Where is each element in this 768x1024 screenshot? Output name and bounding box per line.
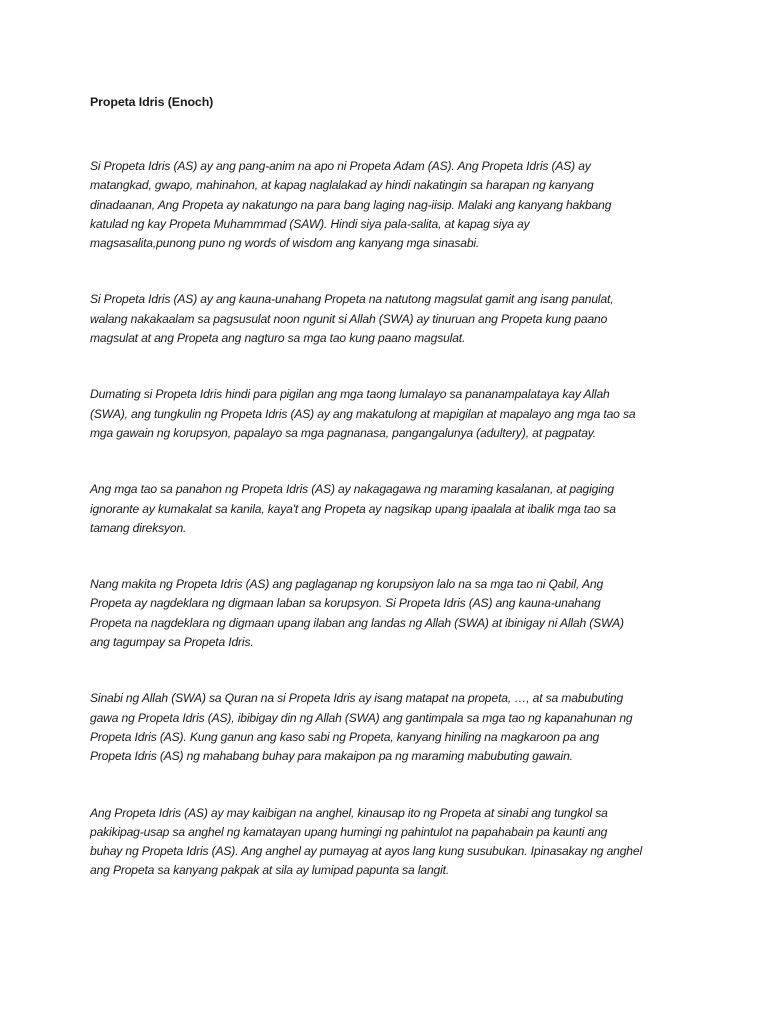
document-page	[90, 93, 690, 918]
paragraph-line: magsulat at ang Propeta ang nagturo sa mga tao kung paano magsulat.	[90, 331, 466, 346]
paragraph-line: Si Propeta Idris (AS) ay ang kauna-unahang Propeta na natutong magsulat gamit ang isang panulat,	[90, 292, 614, 307]
paragraph-line: Si Propeta Idris (AS) ay ang pang-anim na apo ni Propeta Adam (AS). Ang Propeta Idris (AS) ay	[90, 159, 591, 173]
paragraph-line: Sinabi ng Allah (SWA) sa Quran na si Propeta Idris ay isang matapat na propeta, …, at sa mabubuting	[90, 691, 624, 706]
paragraph-4	[90, 480, 690, 538]
paragraph-line: magsasalita,punong puno ng words of wisdom ang kanyang mga sinasabi.	[90, 236, 480, 251]
paragraph-3	[90, 385, 690, 443]
paragraph-line: Ang mga tao sa panahon ng Propeta Idris (AS) ay nakagagawa ng maraming kasalanan, at pagiging	[90, 482, 614, 497]
paragraph-6	[90, 689, 690, 766]
paragraph-line: matangkad, gwapo, mahinahon, at kapag naglalakad ay hindi nakatingin sa harapan ng kanyang	[90, 178, 594, 193]
paragraph-line: ang Propeta sa kanyang pakpak at sila ay lumipad papunta sa langit.	[90, 863, 450, 878]
paragraph-line: dinadaanan, Ang Propeta ay nakatungo na para bang laging nag-iisip. Malaki ang kanyang hakbang	[90, 197, 612, 212]
paragraph-line: ignorante ay kumakalat sa kanila, kaya't ang Propeta ay nagsikap upang ipaalala at ibalik mga tao sa	[90, 501, 616, 516]
paragraph-line: (SWA), ang tungkulin ng Propeta Idris (AS) ay ang makatulong at mapigilan at mapalayo ang mga tao sa	[90, 406, 636, 421]
paragraph-line: buhay ng Propeta Idris (AS). Ang anghel ay pumayag at ayos lang kung susubukan. Ipinasakay ng anghel	[90, 844, 642, 859]
paragraph-2	[90, 290, 690, 348]
paragraph-line: katulad ng kay Propeta Muhammmad (SAW). Hindi siya pala-salita, at kapag siya ay	[90, 216, 530, 231]
paragraph-line: mga gawain ng korupsyon, papalayo sa mga pagnanasa, pangangalunya (adultery), at pagpatay.	[90, 425, 596, 440]
paragraph-7	[90, 804, 690, 881]
paragraph-line: walang nakakaalam sa pagsusulat noon ngunit si Allah (SWA) ay tinuruan ang Propeta kung paano	[90, 311, 608, 326]
paragraph-1	[90, 157, 690, 253]
document-title: Propeta Idris (Enoch)	[90, 95, 214, 109]
paragraph-line: Propeta na nagdeklara ng digmaan upang ilaban ang landas ng Allah (SWA) at ibinigay ni Allah (SWA)	[90, 615, 624, 630]
paragraph-line: Propeta Idris (AS). Kung ganun ang kaso sabi ng Propeta, kanyang hiniling na magkaroon pa ang	[90, 729, 600, 744]
paragraph-line: Ang Propeta Idris (AS) ay may kaibigan na anghel, kinausap ito ng Propeta at sinabi ang tungkol sa	[90, 805, 608, 820]
paragraph-line: Propeta Idris (AS) ng mahabang buhay para makaipon pa ng maraming mabubuting gawain.	[90, 749, 573, 764]
paragraph-line: Propeta ay nagdeklara ng digmaan laban sa korupsyon. Si Propeta Idris (AS) ang kauna-unahang	[90, 596, 601, 611]
paragraph-line: ang tagumpay sa Propeta Idris.	[90, 635, 254, 650]
paragraph-5	[90, 575, 690, 652]
paragraph-line: Nang makita ng Propeta Idris (AS) ang paglaganap ng korupsiyon lalo na sa mga tao ni Qabil, Ang	[90, 577, 604, 592]
paragraph-line: pakikipag-usap sa anghel ng kamatayan upang humingi ng pahintulot na papahabain pa kaunti ang	[90, 824, 608, 839]
paragraph-line: Dumating si Propeta Idris hindi para pigilan ang mga taong lumalayo sa pananampalataya kay Allah	[90, 387, 610, 402]
paragraph-line: gawa ng Propeta Idris (AS), ibibigay din ng Allah (SWA) ang gantimpala sa mga tao ng kapanahunan ng	[90, 710, 633, 725]
paragraph-line: tamang direksyon.	[90, 520, 187, 535]
